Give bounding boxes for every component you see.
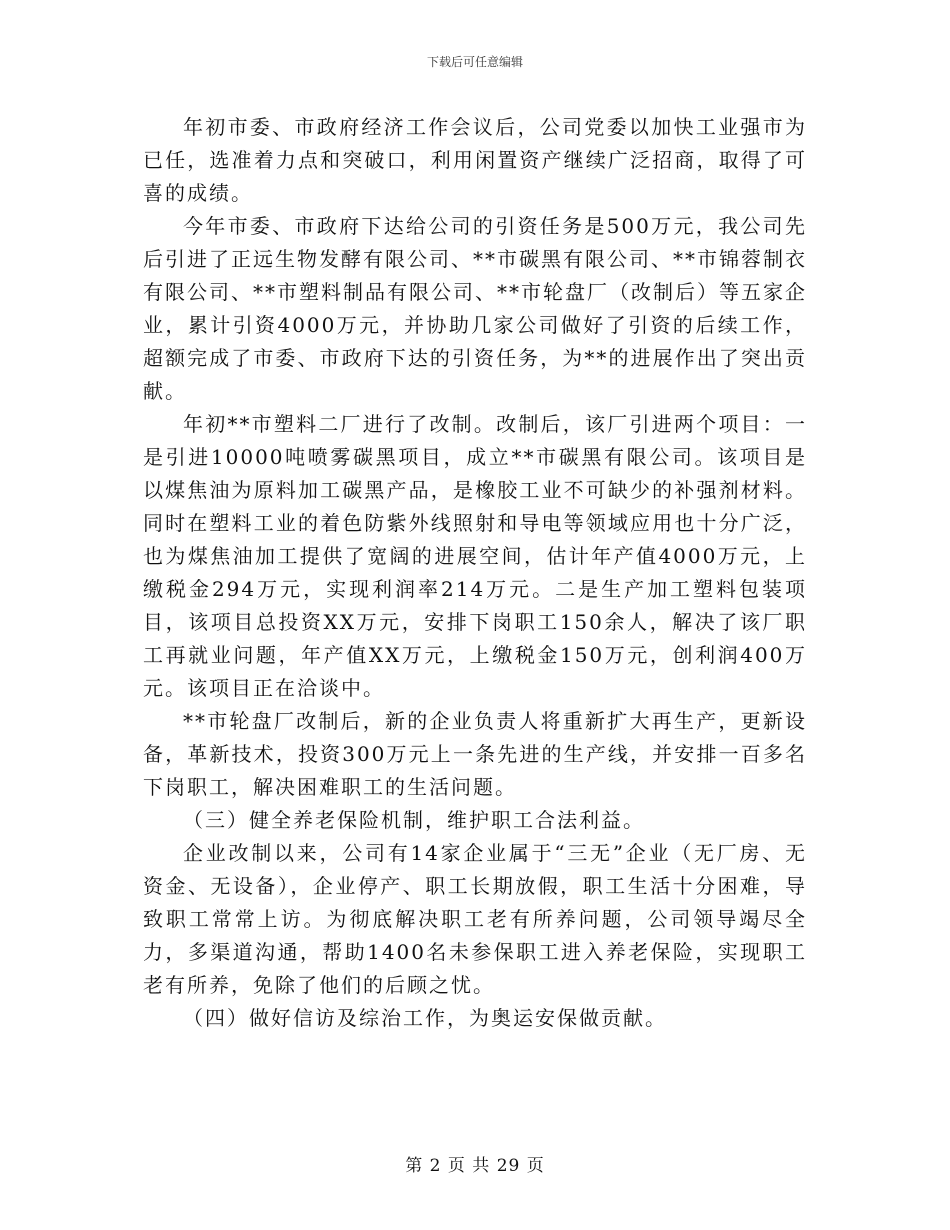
page-number: 第 2 页 共 29 页 bbox=[405, 1156, 545, 1176]
paragraph-pension: 企业改制以来，公司有14家企业属于“三无”企业（无厂房、无资金、无设备），企业停产、职工长期放假，职工生活十分困难，导致职工常常上访。为彻底解决职工老有所养问题，公司领导竭尽全力，多渠道沟通，帮助1400名未参保职工进入养老保险，实现职工老有所养，免除了他们的后顾之忧。 bbox=[143, 841, 807, 997]
section-heading-pension: （三）健全养老保险机制，维护职工合法利益。 bbox=[183, 808, 645, 832]
paragraph-investment-task: 今年市委、市政府下达给公司的引资任务是500万元，我公司先后引进了正远生物发酵有限公司、**市碳黑有限公司、**市锦蓉制衣有限公司、**市塑料制品有限公司、**市轮盘厂（改制后）等五家企业，累计引资4000万元，并协助几家公司做好了引资的后续工作，超额完成了市委、市政府下达的引资任务，为**的进展作出了突出贡献。 bbox=[143, 214, 807, 403]
paragraph-investment-intro: 年初市委、市政府经济工作会议后，公司党委以加快工业强市为已任，选准着力点和突破口，利用闲置资产继续广泛招商，取得了可喜的成绩。 bbox=[143, 115, 807, 205]
section-heading-petition: （四）做好信访及综治工作，为奥运安保做贡献。 bbox=[183, 1006, 667, 1030]
paragraph-wheel-plant: **市轮盘厂改制后，新的企业负责人将重新扩大再生产，更新设备，革新技术，投资300万元上一条先进的生产线，并安排一百多名下岗职工，解决困难职工的生活问题。 bbox=[143, 709, 807, 799]
page-header-note: 下载后可任意编辑 bbox=[426, 55, 523, 69]
document-body bbox=[143, 111, 807, 1035]
paragraph-plastics-plant: 年初**市塑料二厂进行了改制。改制后，该厂引进两个项目：一是引进10000吨喷雾碳黑项目，成立**市碳黑有限公司。该项目是以煤焦油为原料加工碳黑产品，是橡胶工业不可缺少的补强剂材料。同时在塑料工业的着色防紫外线照射和导电等领域应用也十分广泛，也为煤焦油加工提供了宽阔的进展空间，估计年产值4000万元，上缴税金294万元，实现利润率214万元。二是生产加工塑料包装项目，该项目总投资XX万元，安排下岗职工150余人，解决了该厂职工再就业问题，年产值XX万元，上缴税金150万元，创利润400万元。该项目正在洽谈中。 bbox=[143, 412, 807, 700]
